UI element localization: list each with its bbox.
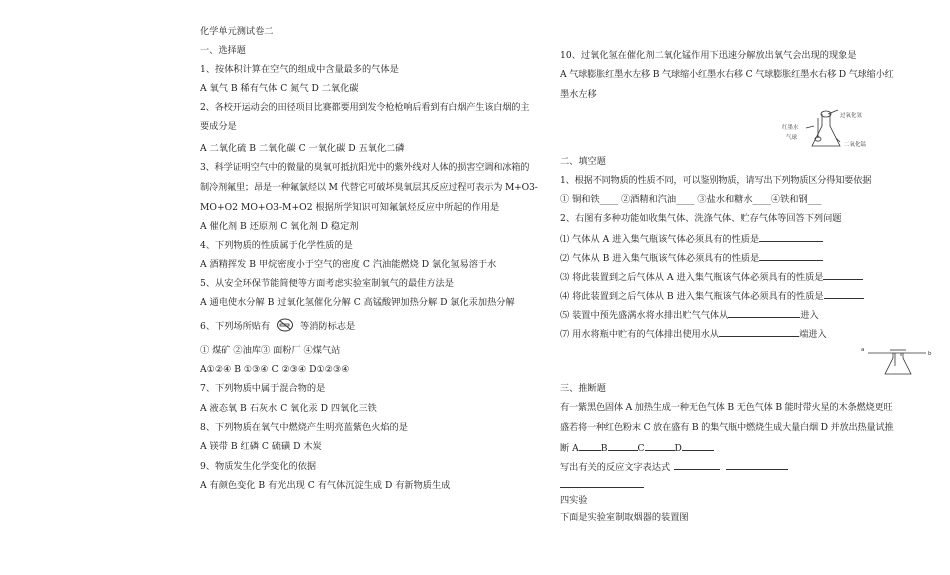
question-10-options-line1: A 气球膨胀红墨水左移 B 气球缩小红墨水右移 C 气球膨胀红墨水右移 D 气球缩小红 xyxy=(560,69,894,80)
fill-question-1: 1、根据不同物质的性质不同，可以鉴别物质，请写出下列物质区分得知要依据 xyxy=(560,175,872,186)
port-b-label: b xyxy=(928,351,932,357)
answer-blank[interactable] xyxy=(719,327,799,337)
fill-question-2: 2、右图有多种功能如收集气体、洗涤气体、贮存气体等回答下列问题 xyxy=(560,213,842,224)
red-ink-label: 红墨水 xyxy=(782,125,799,131)
question-2-line1: 2、各校开运动会的田径项目比赛都要用到发令枪枪响后看到有白烟产生该白烟的主 xyxy=(200,102,530,113)
answer-blank-d[interactable] xyxy=(682,441,714,451)
fill-2-4-text: ⑷ 将此装置到之后气体从 B 进入集气瓶该气体必须具有的性质是 xyxy=(560,291,824,302)
question-6-options: A①②④ B ①③④ C ②③④ D①②③④ xyxy=(200,364,350,375)
question-8: 8、下列物质在氧气中燃烧产生明亮蓝紫色火焰的是 xyxy=(200,422,408,433)
question-8-options: A 镁带 B 红磷 C 硫磺 D 木炭 xyxy=(200,441,322,452)
fill-2-5-suffix: 进入 xyxy=(800,310,819,321)
infer-line4 xyxy=(560,460,788,474)
answer-blank[interactable] xyxy=(759,251,823,261)
experiment-line1: 下面是实验室制取烟器的装置图 xyxy=(560,512,689,523)
fill-2-6-suffix: 端进入 xyxy=(799,329,827,340)
question-1-options: A 氧气 B 稀有气体 C 氮气 D 二氧化碳 xyxy=(200,83,359,94)
answer-blank-a[interactable] xyxy=(579,441,601,451)
question-7-options: A 液态氧 B 石灰水 C 氧化汞 D 四氧化三铁 xyxy=(200,403,377,414)
answer-blank[interactable] xyxy=(759,232,823,242)
document-title: 化学单元测试卷二 xyxy=(200,26,274,37)
fill-question-2-part3 xyxy=(560,270,863,284)
question-1: 1、按体积计算在空气的组成中含量最多的气体是 xyxy=(200,64,399,75)
answer-blank-c[interactable] xyxy=(645,441,675,451)
section-heading-choice: 一、选择题 xyxy=(200,45,246,56)
fill-2-1-text: ⑴ 气体从 A 进入集气瓶该气体必须具有的性质是 xyxy=(560,234,760,245)
fill-2-6-text: ⑺ 用水将瓶中贮有的气体排出使用水从 xyxy=(560,329,720,340)
question-9: 9、物质发生化学变化的依据 xyxy=(200,461,317,472)
infer-line3 xyxy=(560,441,714,455)
answer-blank[interactable] xyxy=(726,460,788,470)
question-2-options: A 二氧化硫 B 二氧化碳 C 一氧化碳 D 五氧化二磷 xyxy=(200,143,405,154)
fill-question-1-items: ① 铜和铁____ ②酒精和汽油____ ③盐水和糖水____④铁和钢___ xyxy=(560,194,822,205)
question-7: 7、下列物质中属于混合物的是 xyxy=(200,383,326,394)
infer-line1: 有一紫黑色固体 A 加热生成一种无色气体 B 无色气体 B 能时带火星的木条燃烧更旺 xyxy=(560,402,893,413)
fill-2-5-text: ⑸ 装置中预先盛满水将水排出贮气气体从 xyxy=(560,310,729,321)
no-smoking-icon xyxy=(276,318,294,332)
mno2-label: 二氧化锰 xyxy=(844,142,867,148)
question-10: 10、过氧化氢在催化剂二氧化锰作用下迅速分解放出氧气会出现的现象是 xyxy=(560,50,857,61)
question-3-options: A 催化剂 B 还原剂 C 氧化剂 D 稳定剂 xyxy=(200,221,359,232)
gas-bottle-figure xyxy=(860,342,935,380)
fill-question-2-part2 xyxy=(560,251,823,265)
question-4-options: A 酒精挥发 B 甲烷密度小于空气的密度 C 汽油能燃烧 D 氯化氢易溶于水 xyxy=(200,259,497,270)
fill-2-3-text: ⑶ 将此装置到之后气体从 A 进入集气瓶该气体必须具有的性质是 xyxy=(560,272,824,283)
fill-question-2-part6 xyxy=(560,327,827,341)
answer-blank[interactable] xyxy=(560,478,644,488)
question-9-options: A 有颜色变化 B 有光出现 C 有气体沉淀生成 D 有新物质生成 xyxy=(200,480,451,491)
infer-label-a: 断 A xyxy=(560,443,579,454)
infer-line5 xyxy=(560,478,644,492)
h2o2-label: 过氧化氢 xyxy=(840,113,863,119)
question-6-prefix: 6、下列场所贴有 xyxy=(200,321,271,332)
infer-line2: 盛若将一种红色粉末 C 放在盛有 B 的集气瓶中燃烧生成大量白烟 D 并放出热量试推 xyxy=(560,422,894,433)
section-heading-experiment: 四实验 xyxy=(560,495,588,506)
answer-blank-b[interactable] xyxy=(608,441,638,451)
question-3-line1: 3、科学证明空气中的微量的臭氧可抵抗阳光中的紫外线对人体的损害空调和冰箱的 xyxy=(200,162,530,173)
question-4: 4、下列物质的性质属于化学性质的是 xyxy=(200,240,353,251)
section-heading-infer: 三、推断题 xyxy=(560,383,606,394)
question-3-line2: 制冷剂氟里；昂是一种氟氯烃以 M 代替它可破坏臭氧层其反应过程可表示为 M+O3- xyxy=(200,182,538,193)
question-5-options: A 通电使水分解 B 过氧化氢催化分解 C 高锰酸钾加热分解 D 氯化汞加热分解 xyxy=(200,297,515,308)
question-6-suffix: 等消防标志是 xyxy=(300,321,356,332)
section-heading-fill: 二、填空题 xyxy=(560,156,606,167)
answer-blank[interactable] xyxy=(728,308,800,318)
answer-blank[interactable] xyxy=(674,460,720,470)
port-a-label: a xyxy=(861,347,865,353)
fill-2-2-text: ⑵ 气体从 B 进入集气瓶该气体必须具有的性质是 xyxy=(560,253,760,264)
fill-question-2-part1 xyxy=(560,232,823,246)
question-10-options-line2: 墨水左移 xyxy=(560,89,597,100)
equation-prompt: 写出有关的反应文字表达式 xyxy=(560,462,671,473)
infer-label-b: B xyxy=(600,443,608,454)
infer-label-d: D xyxy=(674,443,682,454)
question-2-line2: 要成分是 xyxy=(200,121,237,132)
fill-question-2-part5 xyxy=(560,308,819,322)
answer-blank[interactable] xyxy=(824,289,864,299)
question-6 xyxy=(200,318,355,333)
question-3-line3: MO+O2 MO+O3-M+O2 根据所学知识可知氟氯烃反应中所起的作用是 xyxy=(200,202,500,213)
infer-label-c: C xyxy=(637,443,645,454)
question-6-items: ① 煤矿 ②油库③ 面粉厂 ④煤气站 xyxy=(200,345,341,356)
balloon-label: 气球 xyxy=(786,135,798,141)
question-5: 5、从安全环保节能简便等方面考虑实验室制氧气的最佳方法是 xyxy=(200,278,454,289)
flask-balloon-figure xyxy=(760,108,870,156)
answer-blank[interactable] xyxy=(823,270,863,280)
fill-question-2-part4 xyxy=(560,289,864,303)
